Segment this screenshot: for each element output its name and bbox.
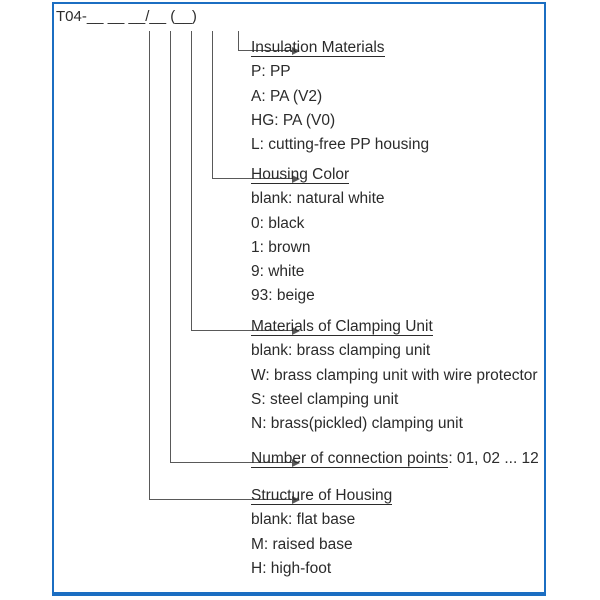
option-item: H: high-foot xyxy=(251,559,332,577)
section-connection-points xyxy=(251,447,539,471)
option-item: 1: brown xyxy=(251,238,311,256)
connector-vline-insulation xyxy=(238,31,239,51)
option-item: blank: natural white xyxy=(251,190,385,208)
section-title: Materials of Clamping Unit xyxy=(251,318,433,335)
option-item: N: brass(pickled) clamping unit xyxy=(251,415,463,433)
option-item: 9: white xyxy=(251,263,305,281)
part-number: T04-__ __ __/__ (__) xyxy=(56,8,197,25)
connector-vline-number xyxy=(170,31,171,463)
section-structure-of-housing xyxy=(251,484,392,581)
option-item: W: brass clamping unit with wire protector xyxy=(251,366,538,384)
option-item: P: PP xyxy=(251,63,291,81)
section-title: Number of connection points: 01, 02 ... 12 xyxy=(251,450,539,467)
option-item: 0: black xyxy=(251,214,305,232)
option-item: blank: brass clamping unit xyxy=(251,342,431,360)
connector-vline-structure xyxy=(149,31,150,500)
option-item: A: PA (V2) xyxy=(251,87,323,105)
option-item: S: steel clamping unit xyxy=(251,390,399,408)
section-title: Housing Color xyxy=(251,166,350,183)
section-insulation-materials xyxy=(251,36,429,157)
section-title: Structure of Housing xyxy=(251,487,393,504)
section-clamping-unit xyxy=(251,315,538,436)
option-item: L: cutting-free PP housing xyxy=(251,136,430,154)
option-item: 93: beige xyxy=(251,287,315,305)
connector-vline-color xyxy=(212,31,213,179)
connector-vline-clamping xyxy=(191,31,192,331)
section-housing-color xyxy=(251,163,385,309)
option-item: blank: flat base xyxy=(251,511,356,529)
option-item: HG: PA (V0) xyxy=(251,111,336,129)
section-title-suffix: : 01, 02 ... 12 xyxy=(448,450,539,467)
option-item: M: raised base xyxy=(251,535,353,553)
section-title: Insulation Materials xyxy=(251,39,385,56)
